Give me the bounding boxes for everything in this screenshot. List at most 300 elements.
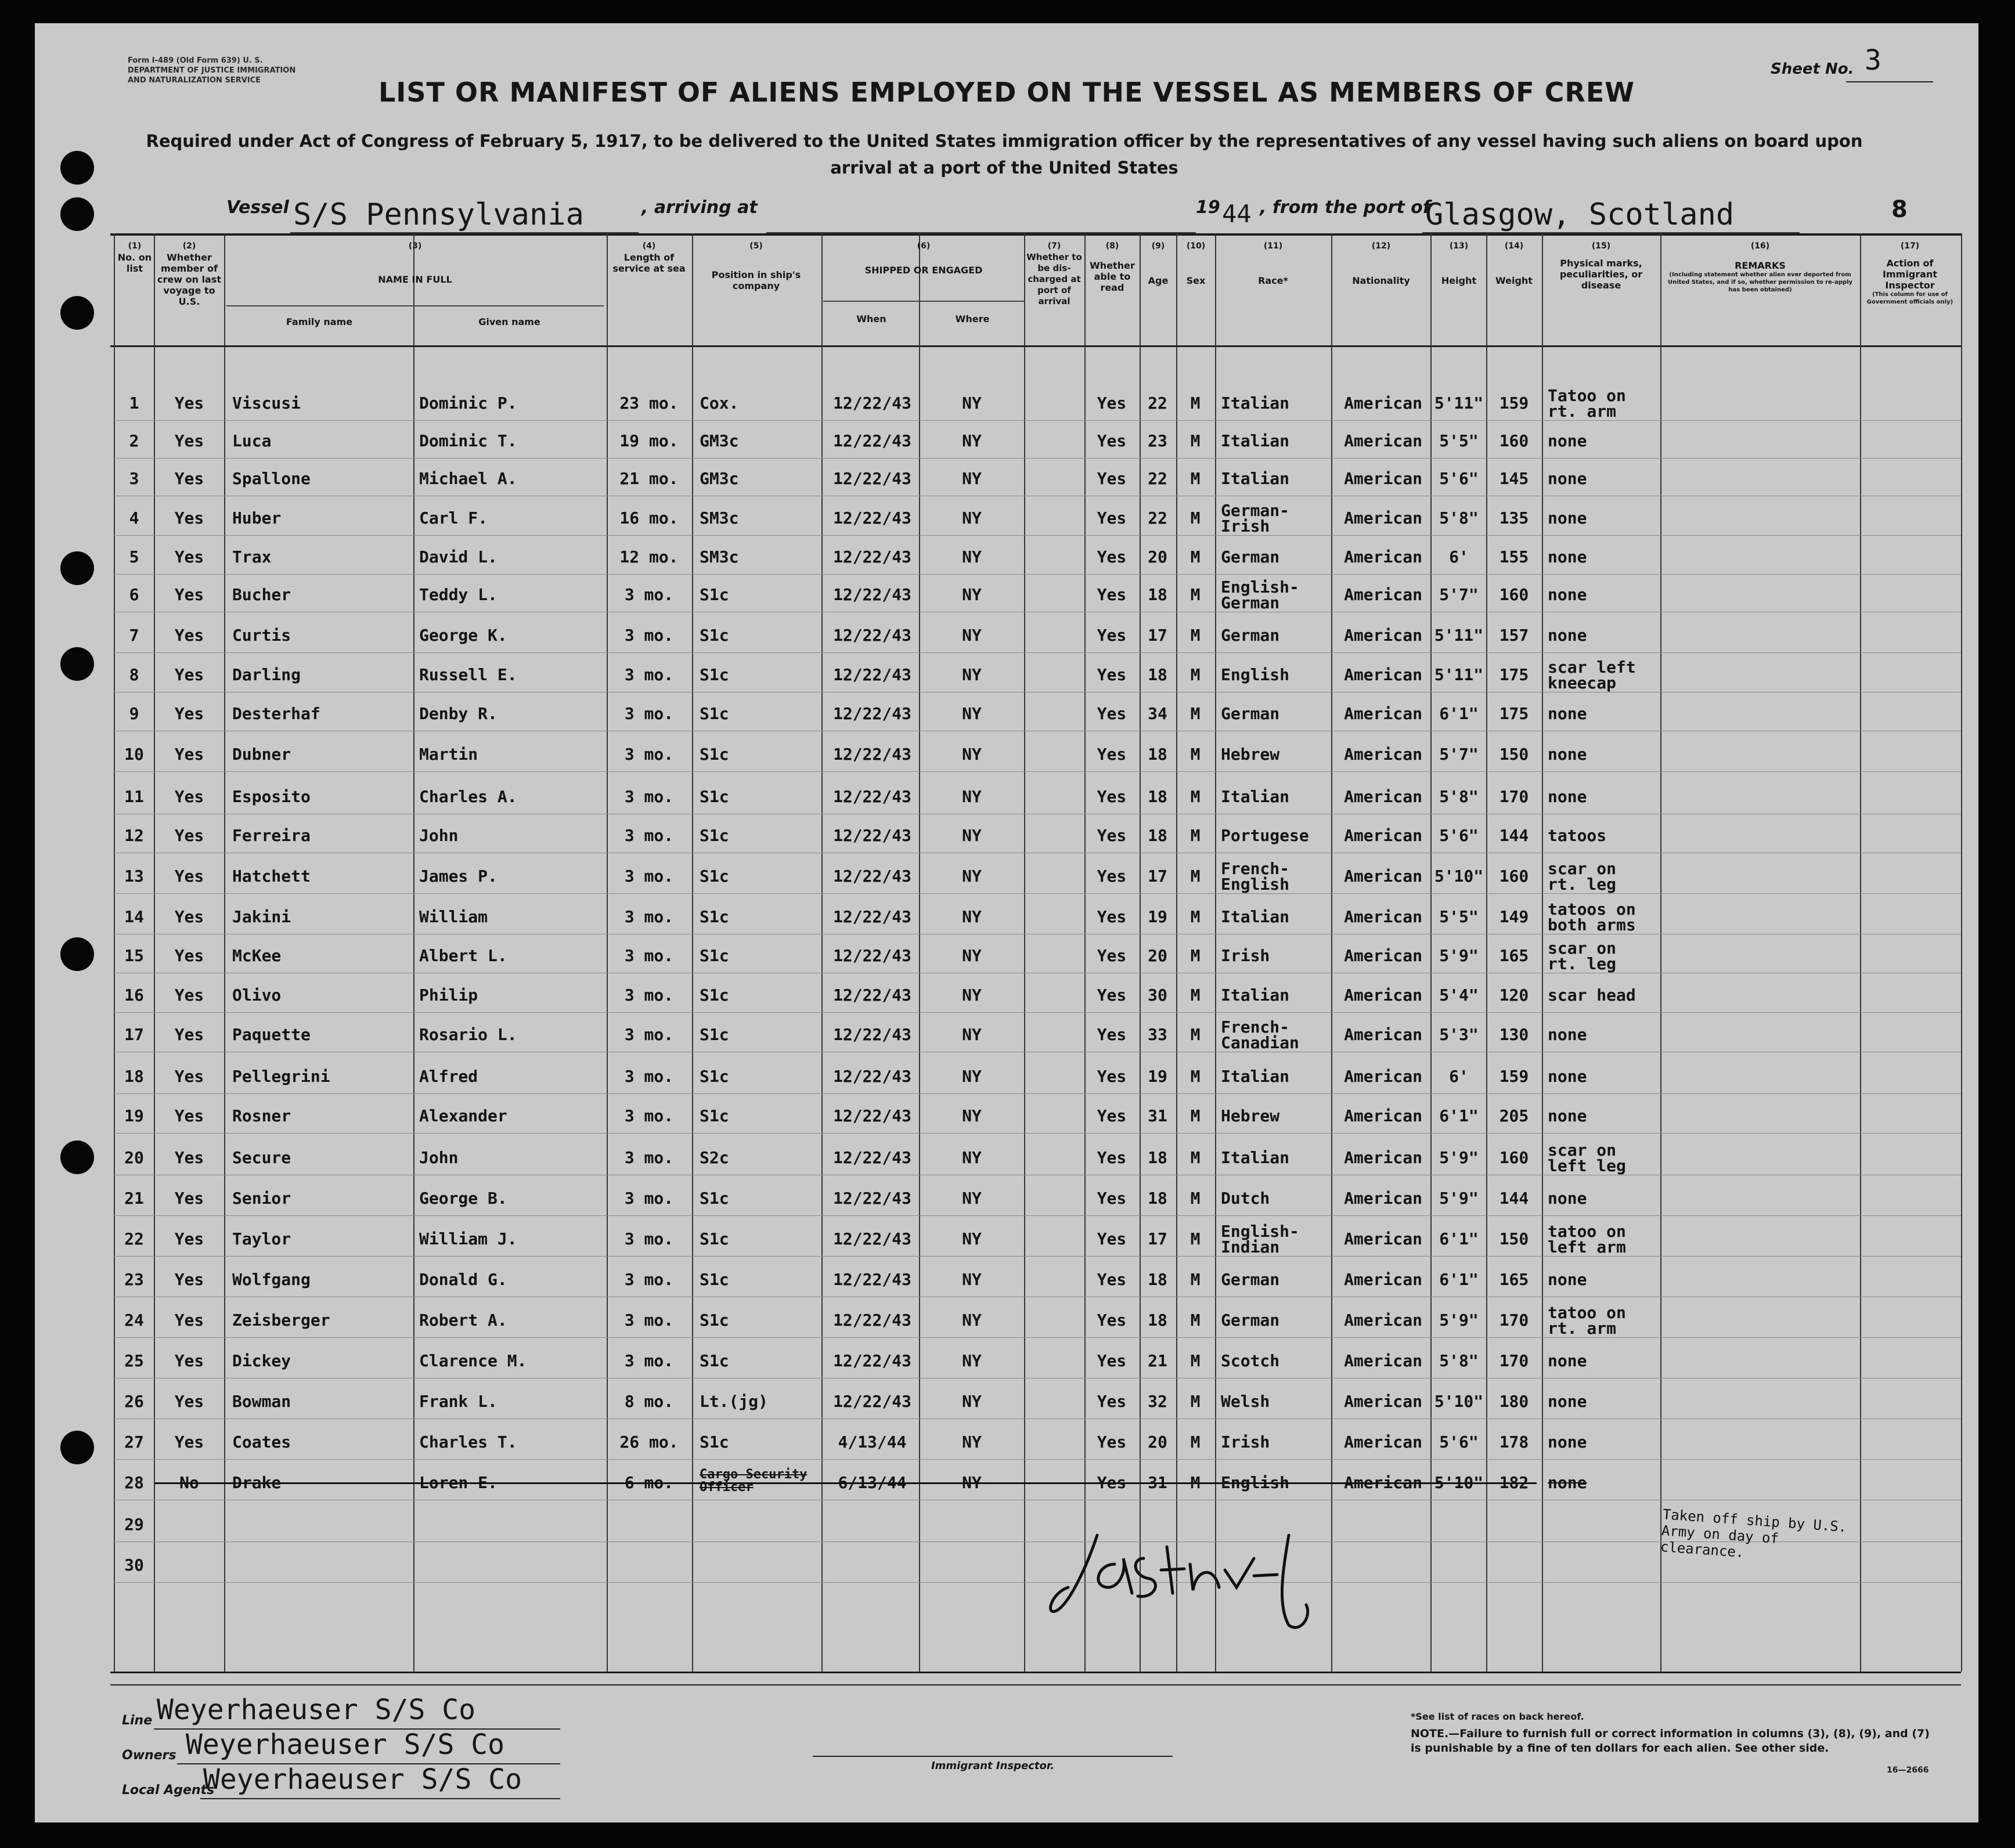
cell-service: 3 mo.: [624, 867, 674, 886]
cell-marks: [1548, 827, 1660, 844]
cell-where: NY: [962, 1432, 982, 1452]
cell-no: 12: [124, 826, 144, 845]
cell-where: NY: [962, 431, 982, 450]
cell-position: S1c: [700, 1025, 729, 1044]
cell-marks-line: tatoos: [1548, 826, 1607, 845]
cell-family: Spallone: [232, 469, 311, 488]
cell-nationality: American: [1344, 547, 1422, 566]
cell-race: [1221, 861, 1331, 892]
cell-weight: 178: [1499, 1432, 1529, 1452]
cell-given: Dominic P.: [419, 394, 517, 413]
cell-nationality: American: [1344, 867, 1422, 886]
cell-position: S1c: [700, 585, 729, 604]
table-row-line: [114, 1012, 1961, 1013]
cell-where: NY: [962, 1351, 982, 1370]
cell-position: S2c: [700, 1148, 729, 1167]
cell-position: S1c: [700, 665, 729, 684]
cell-nationality: American: [1344, 704, 1422, 723]
cell-service: 3 mo.: [624, 665, 674, 684]
cell-age: 18: [1148, 1148, 1167, 1167]
cell-given: John: [419, 1148, 459, 1167]
cell-no: 28: [124, 1473, 144, 1492]
col-2-header: [156, 241, 223, 307]
cell-family: Olivo: [232, 986, 282, 1005]
cell-weight: 159: [1499, 394, 1529, 413]
agents-underline: [200, 1798, 560, 1799]
cell-marks-line: none: [1548, 1392, 1587, 1411]
cell-height: 5'9": [1439, 1311, 1479, 1330]
cell-nationality: American: [1344, 907, 1422, 926]
cell-service: 12 mo.: [619, 547, 679, 566]
penalty-note: NOTE.—Failure to furnish full or correct information in columns (3), (8), (9), and (7) is punishable by a fine of ten dollars for each alien. See other side.: [1411, 1727, 1930, 1755]
cell-marks-line: rt. leg: [1548, 954, 1617, 973]
cell-age: 19: [1148, 907, 1167, 926]
cell-age: 22: [1148, 508, 1167, 528]
cell-marks: [1548, 1271, 1660, 1288]
cell-position: SM3c: [700, 508, 739, 528]
cell-last: Yes: [174, 469, 204, 488]
cell-race-line: Canadian: [1221, 1033, 1299, 1052]
where-header: Where: [955, 313, 990, 324]
col-9-number: (9): [1151, 241, 1165, 251]
cell-sex: M: [1190, 986, 1201, 1005]
cell-position: S1c: [700, 1106, 729, 1125]
col-17-sublabel: (This column for use of Government officials only): [1866, 291, 1953, 305]
cell-age: 30: [1148, 986, 1167, 1005]
cell-race: [1221, 579, 1331, 611]
cell-age: 18: [1148, 1311, 1167, 1330]
col-16-header: [1661, 241, 1859, 294]
cell-age: 17: [1148, 867, 1167, 886]
col-17-header: [1861, 241, 1959, 306]
cell-family: McKee: [232, 946, 282, 965]
cell-sex: M: [1190, 665, 1201, 684]
cell-race-line: Hebrew: [1221, 745, 1280, 764]
col-1-header: [116, 241, 153, 274]
cell-height: 5'8": [1439, 787, 1479, 806]
cell-age: 18: [1148, 1270, 1167, 1289]
cell-height: 6': [1449, 547, 1469, 566]
cell-family: Bucher: [232, 585, 291, 604]
cell-family: Huber: [232, 508, 282, 528]
col-8-label: Whether able to read: [1090, 260, 1135, 293]
cell-weight: 157: [1499, 626, 1529, 645]
punch-hole: [60, 296, 94, 330]
cell-race-line: Italian: [1221, 431, 1290, 450]
cell-service: 3 mo.: [624, 826, 674, 845]
cell-where: NY: [962, 508, 982, 528]
cell-marks: [1548, 861, 1660, 892]
cell-family: Paquette: [232, 1025, 311, 1044]
cell-position: S1c: [700, 1270, 729, 1289]
cell-nationality: American: [1344, 1229, 1422, 1248]
cell-no: 16: [124, 986, 144, 1005]
cell-race: [1221, 1019, 1331, 1051]
col-10-number: (10): [1186, 241, 1206, 251]
cell-weight: 135: [1499, 508, 1529, 528]
cell-age: 17: [1148, 626, 1167, 645]
cell-no: 27: [124, 1432, 144, 1452]
cell-marks-line: none: [1548, 1351, 1587, 1370]
cell-no: 24: [124, 1311, 144, 1330]
inspector-signature-line: [813, 1756, 1173, 1757]
cell-service: 6 mo.: [624, 1473, 674, 1492]
table-row-line: [114, 1093, 1961, 1094]
when-header: When: [856, 313, 886, 324]
cell-nationality: American: [1344, 508, 1422, 528]
cell-read: Yes: [1097, 986, 1127, 1005]
cell-marks-line: none: [1548, 1270, 1587, 1289]
cell-when: 12/22/43: [833, 1189, 911, 1208]
cell-sex: M: [1190, 394, 1201, 413]
cell-last: Yes: [174, 585, 204, 604]
cell-service: 3 mo.: [624, 1351, 674, 1370]
cell-race-line: English: [1221, 665, 1290, 684]
cell-last: Yes: [174, 1392, 204, 1411]
col-10-label: Sex: [1186, 275, 1206, 286]
cell-service: 3 mo.: [624, 1148, 674, 1167]
cell-age: 22: [1148, 469, 1167, 488]
cell-race-line: Dutch: [1221, 1189, 1270, 1208]
cell-marks: [1548, 1107, 1660, 1125]
cell-given: James P.: [419, 867, 498, 886]
cell-marks-line: none: [1548, 469, 1587, 488]
cell-height: 6'1": [1439, 1229, 1479, 1248]
cell-where: NY: [962, 946, 982, 965]
cell-age: 31: [1148, 1106, 1167, 1125]
cell-sex: M: [1190, 1025, 1201, 1044]
cell-read: Yes: [1097, 665, 1127, 684]
table-row-line: [114, 652, 1961, 653]
cell-sex: M: [1190, 626, 1201, 645]
cell-nationality: American: [1344, 1189, 1422, 1208]
col-8-header: [1086, 241, 1139, 293]
cell-height: 5'11": [1434, 665, 1484, 684]
cell-race-line: Portugese: [1221, 826, 1309, 845]
col-13-header: [1432, 241, 1486, 286]
cell-when: 12/22/43: [833, 1270, 911, 1289]
cell-marks-line: rt. leg: [1548, 875, 1617, 894]
strike-through-line: [155, 1482, 1537, 1484]
table-row-line: [114, 574, 1961, 575]
cell-height: 5'11": [1434, 394, 1484, 413]
cell-weight: 182: [1499, 1473, 1529, 1492]
line-label: Line: [122, 1713, 153, 1728]
cell-given: Charles T.: [419, 1432, 517, 1452]
cell-weight: 144: [1499, 826, 1529, 845]
cell-read: Yes: [1097, 1270, 1127, 1289]
cell-last: Yes: [174, 946, 204, 965]
cell-service: 23 mo.: [619, 394, 679, 413]
cell-marks-line: scar left: [1548, 658, 1636, 677]
col-10-header: [1177, 241, 1214, 286]
cell-no: 5: [129, 547, 139, 566]
cell-no: 17: [124, 1025, 144, 1044]
cell-last: Yes: [174, 986, 204, 1005]
cell-given: Teddy L.: [419, 585, 498, 604]
cell-position: S1c: [700, 787, 729, 806]
cell-marks: [1548, 388, 1660, 419]
cell-marks-line: none: [1548, 704, 1587, 723]
cell-family: Senior: [232, 1189, 291, 1208]
cell-marks-line: none: [1548, 745, 1587, 764]
cell-marks: [1548, 510, 1660, 527]
cell-when: 12/22/43: [833, 1067, 911, 1086]
col-12-number: (12): [1371, 241, 1391, 251]
cell-given: Philip: [419, 986, 478, 1005]
cell-no: 15: [124, 946, 144, 965]
cell-race: [1221, 432, 1331, 450]
cell-race-line: German: [1221, 547, 1280, 566]
cell-race: [1221, 1068, 1331, 1085]
cell-height: 6': [1449, 1067, 1469, 1086]
cell-position: S1c: [700, 826, 729, 845]
cell-last: Yes: [174, 508, 204, 528]
cell-read: Yes: [1097, 1473, 1127, 1492]
cell-marks: [1548, 586, 1660, 604]
cell-nationality: American: [1344, 665, 1422, 684]
cell-read: Yes: [1097, 1229, 1127, 1248]
page-title: LIST OR MANIFEST OF ALIENS EMPLOYED ON THE VESSEL AS MEMBERS OF CREW: [378, 77, 1635, 108]
cell-race-line: Italian: [1221, 986, 1290, 1005]
col-4-label: Length of service at sea: [612, 252, 686, 274]
cell-height: 5'9": [1439, 946, 1479, 965]
cell-family: Ferreira: [232, 826, 311, 845]
cell-height: 5'9": [1439, 1189, 1479, 1208]
col-5-label: Position in ship's company: [711, 269, 801, 291]
cell-read: Yes: [1097, 585, 1127, 604]
cell-marks-line: none: [1548, 585, 1587, 604]
cell-race: [1221, 746, 1331, 763]
cell-sex: M: [1190, 508, 1201, 528]
cell-where: NY: [962, 585, 982, 604]
cell-given: John: [419, 826, 459, 845]
cell-height: 6'1": [1439, 1270, 1479, 1289]
table-top-rule: [110, 233, 1961, 236]
cell-position: S1c: [700, 1432, 729, 1452]
cell-no: 21: [124, 1189, 144, 1208]
cell-marks-line: tatoo on: [1548, 1303, 1626, 1322]
cell-position: S1c: [700, 867, 729, 886]
col-16-label: REMARKS: [1735, 260, 1786, 271]
cell-marks-line: both arms: [1548, 915, 1636, 934]
cell-nationality: American: [1344, 1473, 1422, 1492]
cell-service: 3 mo.: [624, 1106, 674, 1125]
col-11-header: [1216, 241, 1330, 286]
cell-read: Yes: [1097, 1025, 1127, 1044]
cell-sex: M: [1190, 1229, 1201, 1248]
cell-read: Yes: [1097, 1067, 1127, 1086]
cell-given: Carl F.: [419, 508, 488, 528]
cell-age: 32: [1148, 1392, 1167, 1411]
cell-where: NY: [962, 1473, 982, 1492]
cell-given: Dominic T.: [419, 431, 517, 450]
cell-given: Russell E.: [419, 665, 517, 684]
cell-height: 5'4": [1439, 986, 1479, 1005]
cell-marks: [1548, 1223, 1660, 1255]
cell-where: NY: [962, 1067, 982, 1086]
cell-age: 18: [1148, 1189, 1167, 1208]
cell-read: Yes: [1097, 1189, 1127, 1208]
cell-sex: M: [1190, 867, 1201, 886]
cell-where: NY: [962, 1270, 982, 1289]
cell-given: George B.: [419, 1189, 507, 1208]
col-3-label: NAME IN FULL: [378, 274, 452, 285]
cell-no: 4: [129, 508, 139, 528]
cell-position: S1c: [700, 704, 729, 723]
cell-race: [1221, 1393, 1331, 1410]
cell-where: NY: [962, 469, 982, 488]
cell-race-line: French-: [1221, 1017, 1290, 1037]
cell-height: 5'10": [1434, 867, 1484, 886]
cell-read: Yes: [1097, 1392, 1127, 1411]
cell-age: 20: [1148, 547, 1167, 566]
cell-age: 31: [1148, 1473, 1167, 1492]
from-port-label: , from the port of: [1260, 197, 1430, 218]
cell-marks-line: rt. arm: [1548, 1319, 1617, 1338]
cell-family: Drake: [232, 1473, 282, 1492]
name-divider: [226, 305, 604, 306]
vessel-label: Vessel: [226, 197, 289, 218]
cell-race: [1221, 1271, 1331, 1288]
cell-no: 7: [129, 626, 139, 645]
cell-age: 21: [1148, 1351, 1167, 1370]
cell-age: 18: [1148, 826, 1167, 845]
cell-race-line: English-: [1221, 1222, 1299, 1241]
cell-where: NY: [962, 826, 982, 845]
cell-sex: M: [1190, 946, 1201, 965]
cell-when: 12/22/43: [833, 394, 911, 413]
cell-no: 8: [129, 665, 139, 684]
cell-marks-line: none: [1548, 1067, 1587, 1086]
cell-where: NY: [962, 1229, 982, 1248]
cell-marks-line: left arm: [1548, 1237, 1626, 1257]
cell-weight: 149: [1499, 907, 1529, 926]
cell-age: 34: [1148, 704, 1167, 723]
cell-when: 12/22/43: [833, 469, 911, 488]
cell-race-line: Italian: [1221, 469, 1290, 488]
cell-family: Taylor: [232, 1229, 291, 1248]
cell-race: [1221, 666, 1331, 684]
cell-when: 12/22/43: [833, 1392, 911, 1411]
cell-last: Yes: [174, 704, 204, 723]
cell-weight: 160: [1499, 1148, 1529, 1167]
agents-value: Weyerhaeuser S/S Co: [203, 1763, 522, 1796]
cell-family: Luca: [232, 431, 272, 450]
cell-when: 12/22/43: [833, 1148, 911, 1167]
col-15-number: (15): [1591, 241, 1611, 251]
cell-family: Coates: [232, 1432, 291, 1452]
col-6-label: SHIPPED OR ENGAGED: [864, 265, 983, 276]
cell-position: Cox.: [700, 394, 739, 413]
cell-last: Yes: [174, 1189, 204, 1208]
col-7-label: Whether to be dis-charged at port of arrival: [1026, 252, 1082, 306]
cell-last: Yes: [174, 1106, 204, 1125]
table-row-line: [114, 1215, 1961, 1216]
cell-race-line: Italian: [1221, 907, 1290, 926]
cell-when: 12/22/43: [833, 585, 911, 604]
cell-race-line: Scotch: [1221, 1351, 1280, 1370]
cell-no: 14: [124, 907, 144, 926]
cell-when: 12/22/43: [833, 626, 911, 645]
col-13-number: (13): [1449, 241, 1469, 251]
cell-sex: M: [1190, 907, 1201, 926]
cell-height: 5'10": [1434, 1392, 1484, 1411]
cell-where: NY: [962, 1311, 982, 1330]
arriving-label: , arriving at: [641, 197, 758, 218]
year-value: 44: [1222, 200, 1252, 228]
cell-last: No: [179, 1473, 199, 1492]
cell-race: [1221, 705, 1331, 723]
column-divider: [692, 233, 693, 1672]
cell-when: 12/22/43: [833, 431, 911, 450]
cell-marks: [1548, 705, 1660, 723]
cell-where: NY: [962, 704, 982, 723]
cell-sex: M: [1190, 826, 1201, 845]
page-subtitle: Required under Act of Congress of February 5, 1917, to be delivered to the United States immigration officer by the representatives of any vessel having such aliens on board upon arrival at a port of the United States: [146, 131, 1863, 178]
col-2-number: (2): [182, 241, 196, 251]
cell-race: [1221, 1312, 1331, 1329]
cell-last: Yes: [174, 1351, 204, 1370]
col-14-number: (14): [1504, 241, 1524, 251]
cell-service: 3 mo.: [624, 907, 674, 926]
cell-given: Michael A.: [419, 469, 517, 488]
cell-nationality: American: [1344, 1106, 1422, 1125]
cell-height: 5'3": [1439, 1025, 1479, 1044]
cell-age: 20: [1148, 946, 1167, 965]
cell-race-line: Irish: [1221, 517, 1270, 536]
cell-read: Yes: [1097, 1432, 1127, 1452]
cell-read: Yes: [1097, 547, 1127, 566]
cell-family: Viscusi: [232, 394, 301, 413]
cell-where: NY: [962, 907, 982, 926]
cell-when: 12/22/43: [833, 826, 911, 845]
cell-when: 12/22/43: [833, 1229, 911, 1248]
cell-service: 3 mo.: [624, 986, 674, 1005]
col-3-header: [226, 241, 604, 285]
col-6-number: (6): [917, 241, 931, 251]
cell-marks: [1548, 1434, 1660, 1451]
cell-given: Loren E.: [419, 1473, 498, 1492]
cell-read: Yes: [1097, 469, 1127, 488]
cell-family: Desterhaf: [232, 704, 320, 723]
cell-height: 5'10": [1434, 1473, 1484, 1492]
cell-weight: 160: [1499, 585, 1529, 604]
cell-weight: 170: [1499, 1351, 1529, 1370]
cell-weight: 145: [1499, 469, 1529, 488]
cell-nationality: American: [1344, 1392, 1422, 1411]
cell-marks-line: scar on: [1548, 939, 1617, 958]
cell-last: Yes: [174, 431, 204, 450]
cell-service: 3 mo.: [624, 946, 674, 965]
cell-read: Yes: [1097, 826, 1127, 845]
cell-race-line: English-: [1221, 578, 1299, 597]
cell-no: 13: [124, 867, 144, 886]
cell-no: 18: [124, 1067, 144, 1086]
column-divider: [1331, 233, 1332, 1672]
cell-age: 19: [1148, 1067, 1167, 1086]
table-row-line: [114, 771, 1961, 772]
cell-race-line: French-: [1221, 859, 1290, 878]
cell-race-line: German: [1221, 1311, 1280, 1330]
cell-read: Yes: [1097, 508, 1127, 528]
cell-when: 12/22/43: [833, 745, 911, 764]
col-17-number: (17): [1900, 241, 1920, 251]
cell-sex: M: [1190, 547, 1201, 566]
cell-service: 3 mo.: [624, 1067, 674, 1086]
cell-race-line: Welsh: [1221, 1392, 1270, 1411]
cell-marks: [1548, 987, 1660, 1004]
